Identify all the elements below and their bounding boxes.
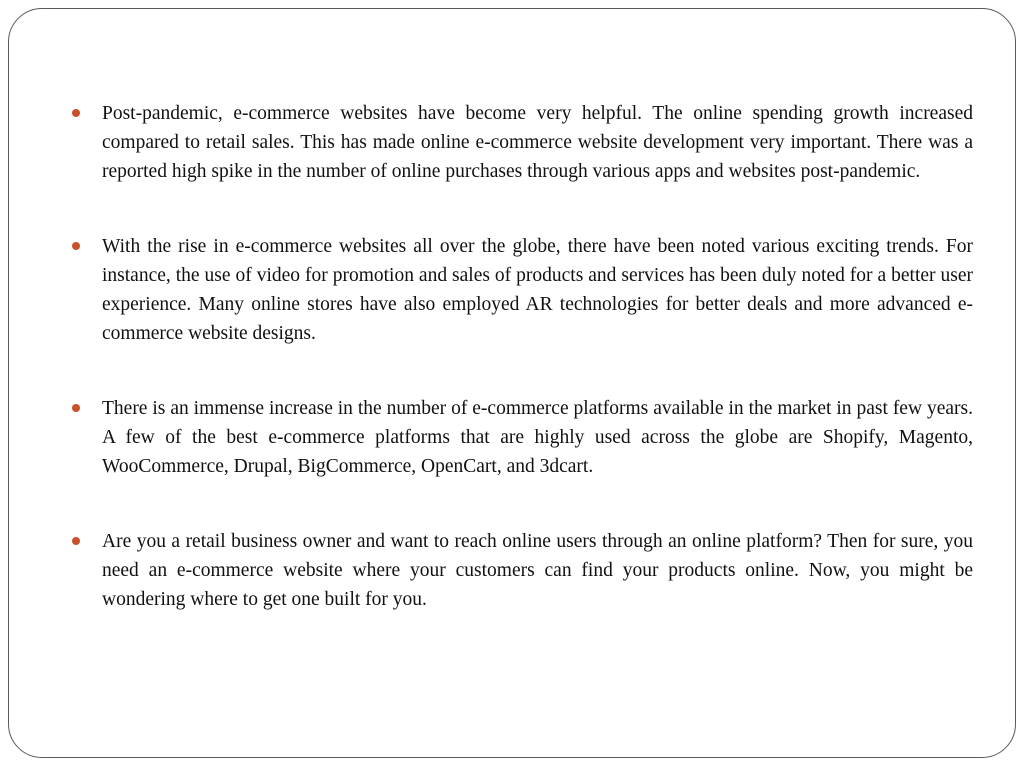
slide-frame (8, 8, 1016, 758)
bullet-text: Are you a retail business owner and want to reach online users through an online platform? Then for sure, you need an e-commerce website where your customers can find your products online. Now, you might be wondering where to get one built for you. (102, 531, 973, 610)
bullet-dot-icon (72, 109, 80, 117)
bullet-dot-icon (72, 537, 80, 545)
bullet-text: With the rise in e-commerce websites all over the globe, there have been noted various exciting trends. For instance, the use of video for promotion and sales of products and services has been duly noted for a better user experience. Many online stores have also employed AR technologies for better deals and more advanced e-commerce website designs. (102, 236, 973, 344)
bullet-dot-icon (72, 242, 80, 250)
bullet-dot-icon (72, 404, 80, 412)
bullet-list (69, 99, 973, 660)
bullet-item-retail-owner (69, 527, 973, 614)
bullet-text: Post-pandemic, e-commerce websites have become very helpful. The online spending growth increased compared to retail sales. This has made online e-commerce website development very important. There was a reported high spike in the number of online purchases through various apps and websites post-pandemic. (102, 103, 973, 182)
bullet-item-platforms (69, 394, 973, 481)
bullet-item-trends (69, 232, 973, 348)
bullet-text: There is an immense increase in the number of e-commerce platforms available in the market in past few years. A few of the best e-commerce platforms that are highly used across the globe are Shopify, Magento, WooCommerce, Drupal, BigCommerce, OpenCart, and 3dcart. (102, 398, 973, 477)
bullet-item-post-pandemic (69, 99, 973, 186)
